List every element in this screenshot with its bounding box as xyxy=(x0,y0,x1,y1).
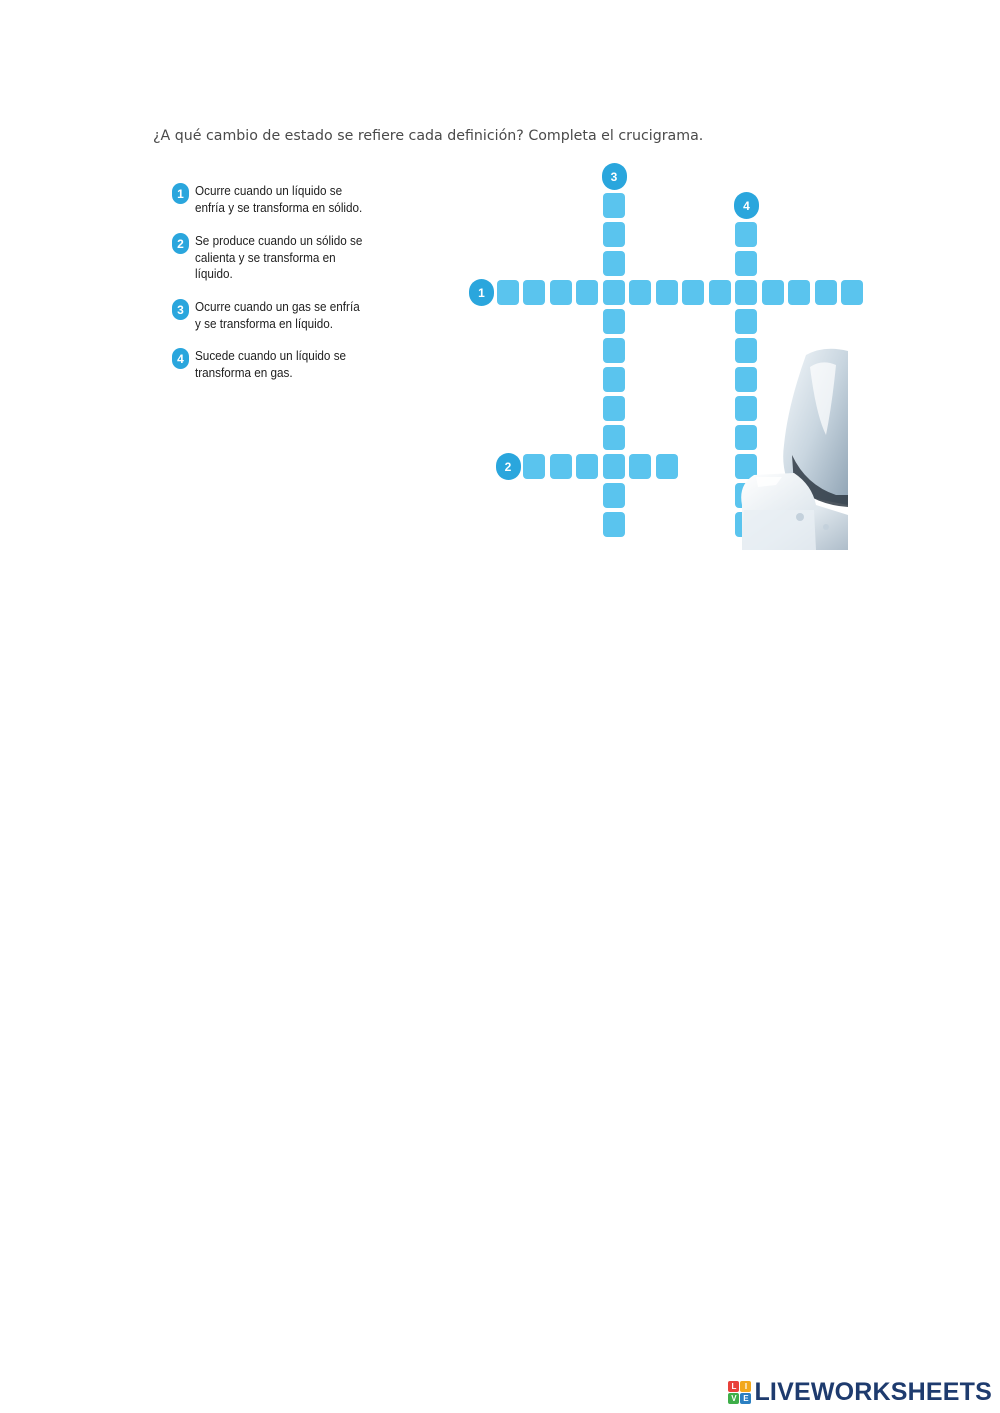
crossword-cell-2-3[interactable] xyxy=(576,454,598,479)
crossword-cell-3-2[interactable] xyxy=(603,222,625,247)
crossword-cell-1-7[interactable] xyxy=(656,280,678,305)
ice-cube-image xyxy=(736,345,848,550)
clue-number-2: 2 xyxy=(172,233,189,254)
logo-letter-e: E xyxy=(740,1393,751,1404)
clue-3 xyxy=(172,299,372,332)
crossword-cell-4-1[interactable] xyxy=(735,222,757,247)
clue-1 xyxy=(172,183,375,216)
crossword-cell-1-2[interactable] xyxy=(523,280,545,305)
instruction-text: ¿A qué cambio de estado se refiere cada definición? Completa el crucigrama. xyxy=(153,128,704,144)
crossword-cell-3-5[interactable] xyxy=(603,309,625,334)
crossword-cell-3-3[interactable] xyxy=(603,251,625,276)
crossword-cell-1-11[interactable] xyxy=(762,280,784,305)
crossword-cell-1-13[interactable] xyxy=(815,280,837,305)
crossword-cell-1-4[interactable] xyxy=(576,280,598,305)
clue-text-1: Ocurre cuando un líquido se enfría y se transforma en sólido. xyxy=(195,184,363,215)
crossword-cell-1-10[interactable] xyxy=(735,280,757,305)
crossword-cell-1-9[interactable] xyxy=(709,280,731,305)
clue-marker-1: 1 xyxy=(469,279,494,306)
crossword-cell-3-11[interactable] xyxy=(603,483,625,508)
clue-4 xyxy=(172,348,357,381)
crossword-cell-2-2[interactable] xyxy=(550,454,572,479)
clue-marker-2: 2 xyxy=(496,453,521,480)
clue-marker-4: 4 xyxy=(734,192,759,219)
crossword-cell-1-1[interactable] xyxy=(497,280,519,305)
clue-text-3: Ocurre cuando un gas se enfría y se transforma en líquido. xyxy=(195,300,360,331)
crossword-cell-1-12[interactable] xyxy=(788,280,810,305)
crossword-cell-2-1[interactable] xyxy=(523,454,545,479)
crossword-cell-3-9[interactable] xyxy=(603,425,625,450)
clue-text-4: Sucede cuando un líquido se transforma en gas. xyxy=(195,349,347,380)
crossword-cell-4-2[interactable] xyxy=(735,251,757,276)
logo-letter-l: L xyxy=(728,1381,739,1392)
crossword-cell-3-1[interactable] xyxy=(603,193,625,218)
brand-logo xyxy=(728,1381,751,1404)
crossword-cell-1-8[interactable] xyxy=(682,280,704,305)
crossword-cell-2-5[interactable] xyxy=(629,454,651,479)
logo-letter-i: I xyxy=(740,1381,751,1392)
crossword-cell-3-6[interactable] xyxy=(603,338,625,363)
crossword-cell-3-12[interactable] xyxy=(603,512,625,537)
clue-marker-3: 3 xyxy=(602,163,627,190)
crossword-cell-2-6[interactable] xyxy=(656,454,678,479)
logo-letter-v: V xyxy=(728,1393,739,1404)
clue-text-2: Se produce cuando un sólido se calienta y se transforma en líquido. xyxy=(195,234,363,281)
clue-number-1: 1 xyxy=(172,183,189,204)
crossword-cell-3-8[interactable] xyxy=(603,396,625,421)
crossword-cell-3-7[interactable] xyxy=(603,367,625,392)
clue-2 xyxy=(172,233,375,283)
clue-number-4: 4 xyxy=(172,348,189,369)
crossword-cell-3-10[interactable] xyxy=(603,454,625,479)
crossword-cell-1-14[interactable] xyxy=(841,280,863,305)
crossword-cell-4-4[interactable] xyxy=(735,309,757,334)
brand-watermark xyxy=(728,1378,992,1407)
crossword-cell-1-3[interactable] xyxy=(550,280,572,305)
crossword-cell-1-6[interactable] xyxy=(629,280,651,305)
brand-text: LIVEWORKSHEETS xyxy=(754,1378,992,1406)
crossword-cell-1-5[interactable] xyxy=(603,280,625,305)
clue-number-3: 3 xyxy=(172,299,189,320)
